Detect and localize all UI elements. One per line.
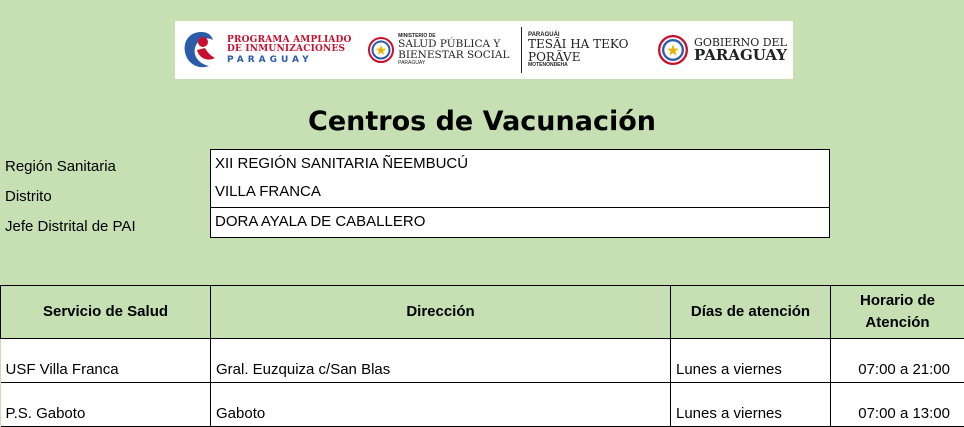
district-value: VILLA FRANCA bbox=[210, 178, 830, 208]
pai-emblem-icon bbox=[181, 28, 221, 72]
region-value: XII REGIÓN SANITARIA ÑEEMBUCÚ bbox=[210, 149, 830, 179]
table-row bbox=[1, 339, 964, 383]
pai-line-3: PARAGUAY bbox=[227, 56, 352, 65]
logo-banner bbox=[175, 21, 793, 79]
paraguay-seal-icon bbox=[658, 35, 688, 65]
cell-service: USF Villa Franca bbox=[1, 339, 211, 383]
district-label: Distrito bbox=[5, 182, 52, 212]
gobierno-logo bbox=[658, 21, 787, 79]
cell-hours: 07:00 a 13:00 bbox=[831, 383, 964, 427]
tesai-logo bbox=[521, 27, 650, 73]
chief-value: DORA AYALA DE CABALLERO bbox=[210, 208, 830, 238]
cell-hours: 07:00 a 21:00 bbox=[831, 339, 964, 383]
vaccination-centers-table bbox=[0, 285, 964, 427]
cell-address: Gral. Euzquiza c/San Blas bbox=[211, 339, 671, 383]
paraguay-seal-icon bbox=[368, 37, 394, 63]
tesai-line-1: TESÃI HA TEKO bbox=[528, 38, 628, 51]
table-row bbox=[1, 383, 964, 427]
page-title: Centros de Vacunación bbox=[0, 106, 964, 137]
tesai-line-2: PORÃVE bbox=[528, 51, 628, 64]
header-address: Dirección bbox=[211, 286, 671, 339]
header-hours: Horario de Atención bbox=[831, 286, 964, 339]
gobierno-line-1: GOBIERNO DEL bbox=[694, 37, 787, 48]
pai-line-1: PROGRAMA AMPLIADO bbox=[227, 36, 352, 45]
pai-logo bbox=[181, 21, 362, 79]
msp-line-1: SALUD PÚBLICA Y bbox=[398, 39, 509, 50]
header-days: Días de atención bbox=[671, 286, 831, 339]
table-header-row bbox=[1, 286, 964, 339]
region-label: Región Sanitaria bbox=[5, 152, 116, 182]
tesai-line-0: PARAGUÁI bbox=[528, 32, 628, 38]
cell-days: Lunes a viernes bbox=[671, 383, 831, 427]
cell-address: Gaboto bbox=[211, 383, 671, 427]
gobierno-line-2: PARAGUAY bbox=[694, 48, 787, 63]
msp-logo bbox=[368, 21, 513, 79]
msp-line-0: MINISTERIO DE bbox=[398, 34, 509, 39]
header-service: Servicio de Salud bbox=[1, 286, 211, 339]
msp-line-2: BIENESTAR SOCIAL bbox=[398, 50, 509, 61]
cell-days: Lunes a viernes bbox=[671, 339, 831, 383]
msp-line-3: PARAGUAY bbox=[398, 61, 509, 66]
cell-service: P.S. Gaboto bbox=[1, 383, 211, 427]
chief-label: Jefe Distrital de PAI bbox=[5, 212, 136, 242]
tesai-line-3: MOTENONDEHA bbox=[528, 63, 628, 68]
pai-line-2: DE INMUNIZACIONES bbox=[227, 45, 352, 54]
